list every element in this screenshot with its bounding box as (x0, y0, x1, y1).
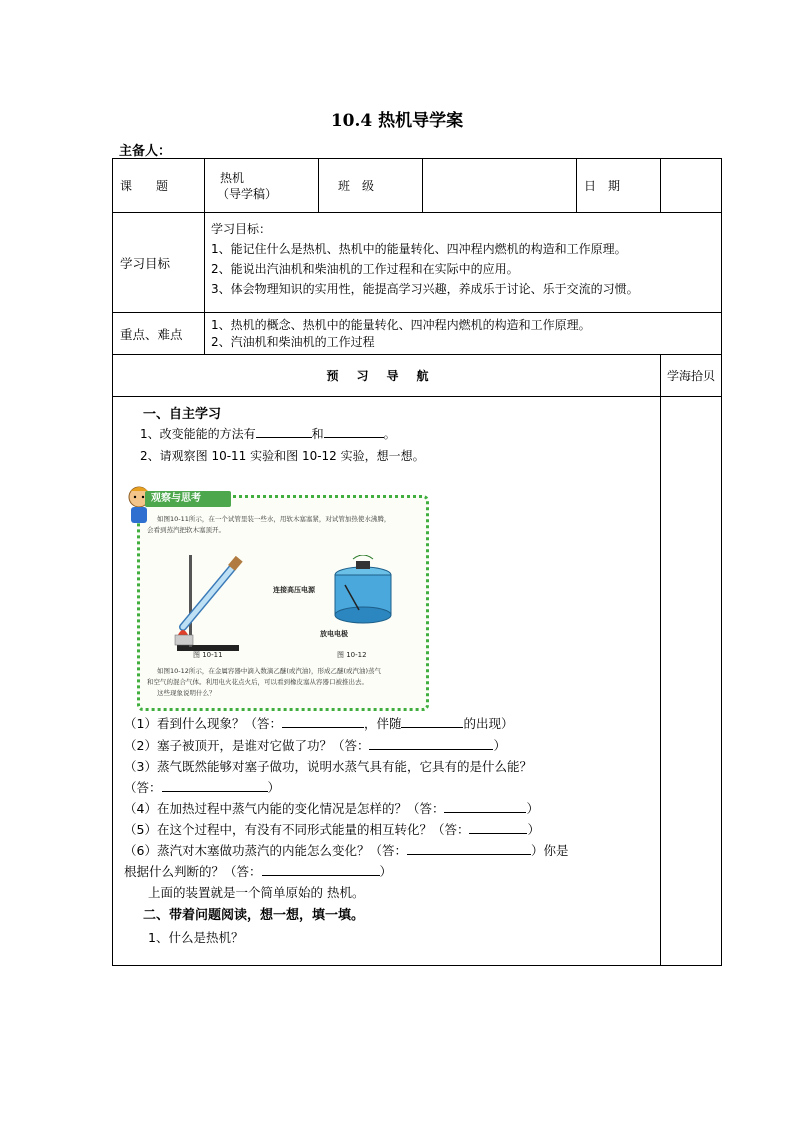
section2-q1: 1、什么是热机？ (148, 930, 244, 945)
goal-item: 3、体会物理知识的实用性，能提高学习兴趣，养成乐于讨论、乐于交流的习惯。 (211, 282, 639, 296)
figure-caption: 图 10-11 (193, 651, 223, 659)
row-nav-header (113, 355, 722, 397)
date-label-cell (577, 159, 661, 213)
metal-container-icon (323, 555, 403, 635)
class-label: 班 级 (338, 179, 375, 193)
figure-tag: 观察与思考 (145, 491, 231, 507)
row-course (113, 159, 722, 213)
figure-caption: 图 10-12 (337, 651, 367, 659)
side-header: 学海拾贝 (661, 355, 722, 397)
label-power: 连接高压电源 (273, 586, 315, 594)
date-label: 日 期 (584, 179, 621, 193)
answer-blank[interactable] (444, 802, 526, 813)
page-title: 10.4 热机导学案 (330, 111, 464, 131)
course-sub: （导学稿） (217, 186, 278, 201)
goal-item: 1、能记住什么是热机、热机中的能量转化、四冲程内燃机的构造和工作原理。 (211, 242, 627, 256)
lesson-table (112, 158, 722, 966)
question-6-cont: 根据什么判断的？（答： ） (124, 864, 393, 879)
blank[interactable] (256, 427, 312, 438)
section1-title: 一、自主学习 (143, 407, 222, 422)
answer-blank[interactable] (401, 717, 463, 728)
label-electrode: 放电电极 (320, 630, 348, 638)
question-4: （4）在加热过程中蒸气内能的变化情况是怎样的？（答： ） (124, 801, 539, 816)
course-label-cell (113, 159, 205, 213)
answer-blank[interactable] (369, 739, 493, 750)
test-tube-apparatus-icon (163, 547, 253, 657)
figure-text: 会看到蒸汽把软木塞顶开。 (147, 526, 225, 534)
question-1: （1）看到什么现象？（答： ，伴随 的出现） (124, 716, 514, 731)
row-keypoints (113, 313, 722, 355)
question-6: （6）蒸汽对木塞做功蒸汽的内能怎么变化？（答： ）你是 (124, 843, 569, 858)
goal-item: 2、能说出汽油机和柴油机的工作过程和在实际中的应用。 (211, 262, 519, 276)
class-label-cell (319, 159, 423, 213)
keypoints-label: 重点、难点 (120, 326, 183, 342)
section1-q1: 1、改变能能的方法有 和 。 (140, 427, 396, 441)
figure-text: 如图10-11所示，在一个试管里装一些水，用软木塞塞紧，对试管加热使水沸腾， (157, 515, 391, 523)
blank[interactable] (324, 427, 384, 438)
section2-title: 二、带着问题阅读，想一想，填一填。 (143, 908, 365, 923)
keypoints-content (205, 313, 722, 355)
keypoint-item: 1、热机的概念、热机中的能量转化、四冲程内燃机的构造和工作原理。 (211, 318, 591, 332)
goals-heading: 学习目标： (211, 222, 272, 236)
figure-text: 这些现象说明什么？ (157, 689, 216, 697)
nav-header: 预习导航 (113, 355, 661, 397)
question-5: （5）在这个过程中，有没有不同形式能量的相互转化？（答： ） (124, 822, 540, 837)
notes-column[interactable] (661, 397, 722, 966)
section1-q2: 2、请观察图 10-11 实验和图 10-12 实验，想一想。 (140, 449, 425, 463)
answer-blank[interactable] (469, 823, 527, 834)
row-content (113, 397, 722, 966)
keypoints-label-cell (113, 313, 205, 355)
answer-blank[interactable] (262, 865, 380, 876)
row-goals (113, 213, 722, 313)
figure-text: 和空气的混合气体。利用电火花点火后，可以看到橡皮塞从容器口被推出去。 (147, 678, 368, 686)
question-3: （3）蒸气既然能够对塞子做功，说明水蒸气具有能，它具有的是什么能？ (124, 759, 532, 774)
keypoint-item: 2、汽油机和柴油机的工作过程 (211, 335, 375, 349)
experiment-figure (123, 489, 428, 707)
course-name: 热机 (220, 170, 245, 185)
goals-content (205, 213, 722, 313)
goals-label-cell (113, 213, 205, 313)
question-2: （2）塞子被顶开，是谁对它做了功？（答： ） (124, 738, 506, 753)
course-label: 课 题 (120, 179, 169, 193)
answer-blank[interactable] (407, 844, 531, 855)
preview-content (113, 397, 661, 966)
goals-label: 学习目标 (120, 255, 171, 271)
answer-blank[interactable] (282, 717, 364, 728)
class-value-cell[interactable] (423, 159, 577, 213)
course-name-cell (205, 159, 319, 213)
preparer-label: 主备人： (119, 144, 172, 159)
answer-blank[interactable] (162, 781, 268, 792)
question-3-answer: （答： ） (124, 780, 281, 795)
date-value-cell[interactable] (661, 159, 722, 213)
summary-text: 上面的装置就是一个简单原始的 热机。 (148, 885, 365, 900)
figure-text: 如图10-12所示，在金属容器中滴入数滴乙醚(或汽油)，形成乙醚(或汽油)蒸气 (157, 667, 382, 675)
